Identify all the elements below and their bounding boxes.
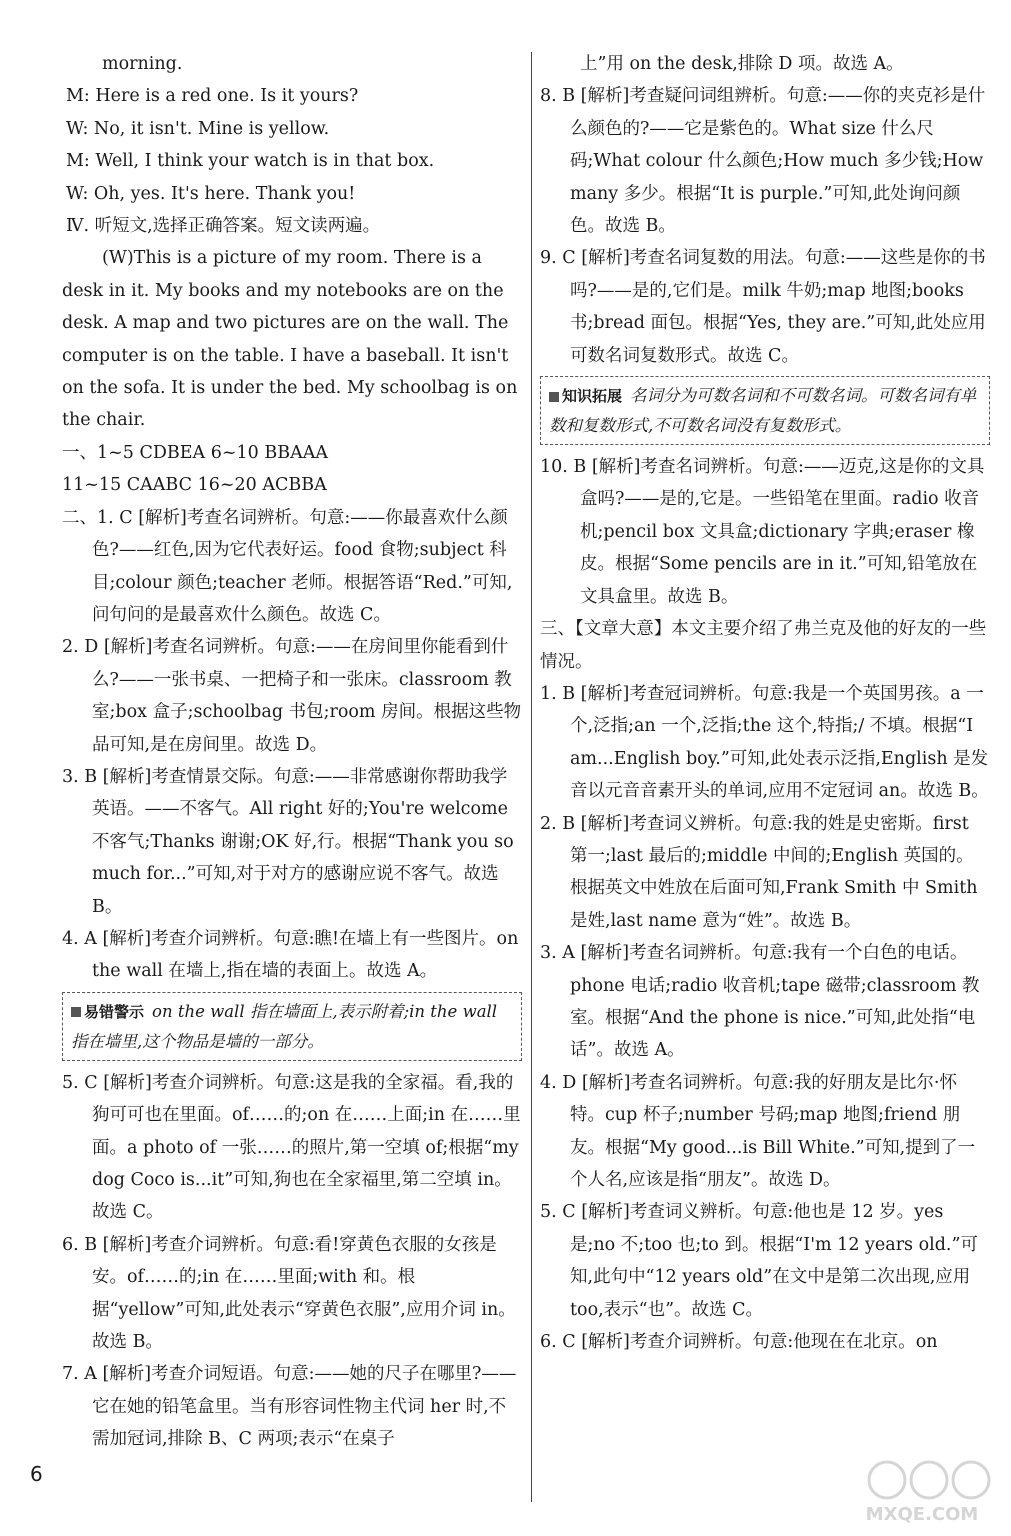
answer-key-line: 一、1~5 CDBEA 6~10 BBAAA <box>62 442 329 463</box>
answer-explanation: 2. D [解析]考查名词辨析。句意:——在房间里你能看到什么?——一张书桌、一把椅子和一张床。classroom 教室;box 盒子;schoolbag 书包;room 房间。根据这些物品可知,是在房间里。故选 D。 <box>62 637 522 755</box>
answer-explanation: 二、1. C [解析]考查名词辨析。句意:——你最喜欢什么颜色?——红色,因为它代表好运。food 食物;subject 科目;colour 颜色;teacher 老师。根据答语“Red.”可知,问句问的是最喜欢什么颜色。故选 C。 <box>62 507 513 625</box>
listening-passage: (W)This is a picture of my room. There is a desk in it. My books and my notebooks are on the desk. A map and two pictures are on the wall. The computer is on the table. I have a baseball. It isn't on the sofa. It is under the bed. My schoolbag is on the chair. <box>62 248 518 431</box>
left-column <box>62 48 522 1456</box>
answer-explanation: 10. B [解析]考查名词辨析。句意:——迈克,这是你的文具盒吗?——是的,它是。一些铅笔在里面。radio 收音机;pencil box 文具盒;dictionary 字典;eraser 橡皮。根据“Some pencils are in it.”可知,铅笔放在文具盒里。故选 B。 <box>540 457 985 607</box>
answer-explanation: 5. C [解析]考查词义辨析。句意:他也是 12 岁。yes 是;no 不;too 也;to 到。根据“I'm 12 years old.”可知,此句中“12 years old”在文中是第二次出现,应用 too,表示“也”。故选 C。 <box>540 1202 978 1320</box>
answer-explanation: 9. C [解析]考查名词复数的用法。句意:——这些是你的书吗?——是的,它们是。milk 牛奶;map 地图;books 书;bread 面包。根据“Yes, they are.”可知,此处应用可数名词复数形式。故选 C。 <box>540 248 986 366</box>
answer-explanation: 2. B [解析]考查词义辨析。句意:我的姓是史密斯。first 第一;last 最后的;middle 中间的;English 英国的。根据英文中姓放在后面可知,Frank Smith 中 Smith 是姓,last name 意为“姓”。故选 B。 <box>540 813 978 931</box>
watermark-text: MXQE.COM <box>865 1504 979 1525</box>
answer-explanation: 5. C [解析]考查介词辨析。句意:这是我的全家福。看,我的狗可可也在里面。of……的;on 在……上面;in 在……里面。a photo of 一张……的照片,第一空填 of;根据“my dog Coco is...it”可知,狗也在全家福里,第二空填 in。故选 C。 <box>62 1072 521 1223</box>
answer-explanation: 4. A [解析]考查介词辨析。句意:瞧!在墙上有一些图片。on the wall 在墙上,指在墙的表面上。故选 A。 <box>62 928 519 982</box>
bullet-square-icon <box>549 392 559 402</box>
tip-box-tag <box>549 387 622 405</box>
tip-box-tag-text: 知识拓展 <box>562 387 623 406</box>
tip-box-text: on the wall 指在墙面上,表示附着;in the wall 指在墙里,这个物品是墙的一部分。 <box>71 1001 498 1051</box>
section-intro: 三、【文章大意】本文主要介绍了弗兰克及他的好友的一些情况。 <box>540 619 987 672</box>
answer-key-line: 11~15 CAABC 16~20 ACBBA <box>62 475 327 496</box>
dialogue-line: M: Here is a red one. Is it yours? <box>66 86 359 107</box>
answer-explanation: 6. B [解析]考查介词辨析。句意:看!穿黄色衣服的女孩是安。of……的;in 在……里面;with 和。根据“yellow”可知,此处表示“穿黄色衣服”,应用介词 in。故选 B。 <box>62 1234 516 1353</box>
watermark-logo <box>847 1456 997 1526</box>
answer-explanation: 7. A [解析]考查介词短语。句意:——她的尺子在哪里?——它在她的铅笔盒里。当有形容词性物主代词 her 时,不需加冠词,排除 B、C 两项;表示“在桌子 <box>62 1364 517 1450</box>
right-column <box>540 48 990 1358</box>
tip-box-knowledge-extension <box>540 376 990 445</box>
section-heading: Ⅳ. 听短文,选择正确答案。短文读两遍。 <box>66 216 381 237</box>
tip-box-text: 名词分为可数名词和不可数名词。可数名词有单数和复数形式,不可数名词没有复数形式。 <box>549 386 977 436</box>
answer-explanation-continued: 上”用 on the desk,排除 D 项。故选 A。 <box>580 54 904 74</box>
answer-explanation: 6. C [解析]考查介词辨析。句意:他现在在北京。on <box>540 1332 938 1353</box>
dialogue-line: W: No, it isn't. Mine is yellow. <box>66 118 330 139</box>
bullet-square-icon <box>71 1007 81 1017</box>
dialogue-line: W: Oh, yes. It's here. Thank you! <box>66 183 356 204</box>
page-number: 6 <box>30 1462 43 1486</box>
dialogue-line: morning. <box>102 54 183 74</box>
answer-explanation: 3. B [解析]考查情景交际。句意:——非常感谢你帮助我学英语。——不客气。All right 好的;You're welcome 不客气;Thanks 谢谢;OK 好,行。根据“Thank you so much for...”可知,对于对方的感谢应说不客气。故选 B。 <box>62 766 514 917</box>
answer-explanation: 1. B [解析]考查冠词辨析。句意:我是一个英国男孩。a 一个,泛指;an 一个,泛指;the 这个,特指;/ 不填。根据“I am...English boy.”可知,此处表示泛指,English 是发音以元音音素开头的单词,应用不定冠词 an。故选 B。 <box>540 683 989 802</box>
answer-explanation: 3. A [解析]考查名词辨析。句意:我有一个白色的电话。phone 电话;radio 收音机;tape 磁带;classroom 教室。根据“And the phone is nice.”可知,此处指“电话”。故选 A。 <box>540 943 980 1061</box>
column-divider <box>531 52 532 1502</box>
answer-explanation: 8. B [解析]考查疑问词组辨析。句意:——你的夹克衫是什么颜色的?——它是紫色的。What size 什么尺码;What colour 什么颜色;How much 多少钱;How many 多少。根据“It is purple.”可知,此处询问颜色。故选 B。 <box>540 86 986 237</box>
answer-explanation: 4. D [解析]考查名词辨析。句意:我的好朋友是比尔·怀特。cup 杯子;number 号码;map 地图;friend 朋友。根据“My good...is Bill White.”可知,提到了一个人名,应该是指“朋友”。故选 D。 <box>540 1072 976 1190</box>
tip-box-tag <box>71 1003 144 1021</box>
tip-box-common-mistake <box>62 992 522 1061</box>
dialogue-line: M: Well, I think your watch is in that box. <box>66 151 435 172</box>
tip-box-tag-text: 易错警示 <box>84 1002 145 1021</box>
